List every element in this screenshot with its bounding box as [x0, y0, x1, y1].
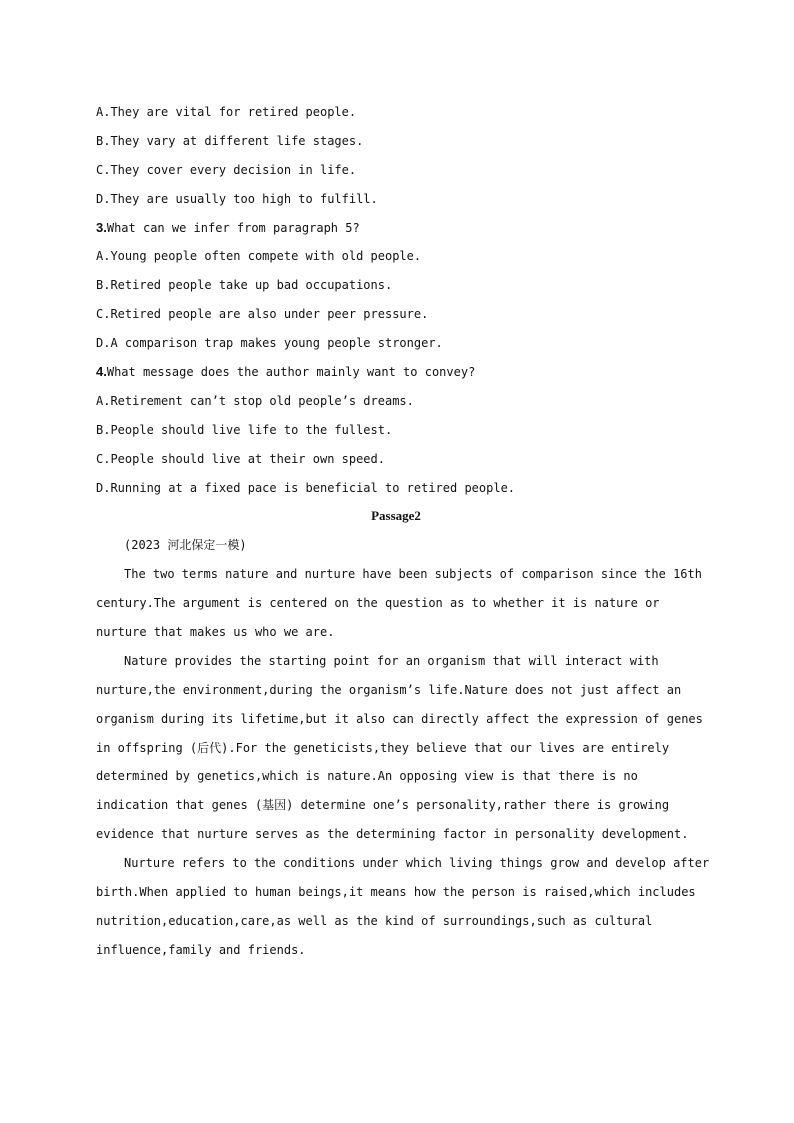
- question-4-text: What message does the author mainly want to convey?: [106, 365, 476, 380]
- q3-option-d: D.A comparison trap makes young people stronger.: [96, 336, 443, 351]
- paragraph-2-line: evidence that nurture serves as the determining factor in personality development.: [96, 827, 689, 842]
- paragraph-2-line: determined by genetics,which is nature.An opposing view is that there is no: [96, 769, 638, 784]
- paragraph-3-line: birth.When applied to human beings,it means how the person is raised,which includes: [96, 885, 696, 900]
- paragraph-2-line: indication that genes (基因) determine one’s personality,rather there is growing: [96, 798, 670, 813]
- paragraph-1-line: nurture that makes us who we are.: [96, 625, 335, 640]
- q4-option-a: A.Retirement can’t stop old people’s dreams.: [96, 393, 414, 408]
- paragraph-3-line: influence,family and friends.: [96, 942, 306, 957]
- q4-option-d: D.Running at a fixed pace is beneficial to retired people.: [96, 480, 516, 495]
- passage-source: (2023 河北保定一模): [124, 538, 247, 553]
- question-4-number: 4.: [96, 364, 107, 380]
- q4-option-c: C.People should live at their own speed.: [96, 451, 385, 466]
- passage-title: Passage2: [371, 508, 421, 524]
- paragraph-2-line: nurture,the environment,during the organism’s life.Nature does not just affect an: [96, 682, 682, 697]
- paragraph-2-line: organism during its lifetime,but it also can directly affect the expression of genes: [96, 711, 703, 726]
- q2-option-d: D.They are usually too high to fulfill.: [96, 191, 378, 206]
- paragraph-3-line: nutrition,education,care,as well as the kind of surroundings,such as cultural: [96, 913, 653, 928]
- q3-option-b: B.Retired people take up bad occupations.: [96, 278, 393, 293]
- paragraph-1-line: The two terms nature and nurture have been subjects of comparison since the 16th: [124, 567, 702, 582]
- q2-option-b: B.They vary at different life stages.: [96, 133, 364, 148]
- question-3-text: What can we infer from paragraph 5?: [106, 220, 360, 235]
- q2-option-c: C.They cover every decision in life.: [96, 162, 357, 177]
- q2-option-a: A.They are vital for retired people.: [96, 105, 357, 119]
- paragraph-1-line: century.The argument is centered on the question as to whether it is nature or: [96, 596, 660, 611]
- question-3: [96, 214, 696, 243]
- paragraph-2-line: Nature provides the starting point for an organism that will interact with: [124, 653, 659, 668]
- page-content: [96, 98, 710, 965]
- q4-option-b: B.People should live life to the fullest.: [96, 422, 393, 437]
- question-3-number: 3.: [96, 219, 107, 235]
- paragraph-2-line: in offspring (后代).For the geneticists,they believe that our lives are entirely: [96, 740, 670, 755]
- question-4: [96, 358, 696, 387]
- paragraph-3-line: Nurture refers to the conditions under which living things grow and develop after: [124, 856, 710, 871]
- q3-option-a: A.Young people often compete with old people.: [96, 249, 422, 264]
- q3-option-c: C.Retired people are also under peer pressure.: [96, 307, 429, 322]
